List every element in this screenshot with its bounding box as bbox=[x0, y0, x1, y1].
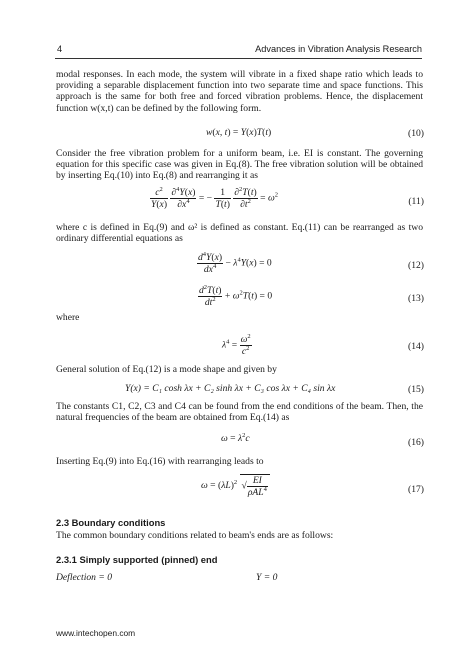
equation-11: $\frac{c^2}{Y(x)}$ $\frac{\partial^4Y(x)}{\partial x^4}$ = − $\frac{1}{T(t)}$ $\frac{\partial^2T(t)}{\partial t^2}$ = $\omega^2$ bbox=[151, 185, 278, 210]
paragraph-free-vibration: Consider the free vibration problem for a uniform beam, i.e. EI is constant. The governing equation for this specific case was given in Eq.(8). The free vibration solution will be obtained by inserting Eq.(10) into Eq.(8) and rearranging it as bbox=[56, 148, 423, 182]
page-header bbox=[55, 44, 422, 58]
section-heading-boundary-conditions: 2.3 Boundary conditions bbox=[56, 517, 166, 528]
equation-11-number: (11) bbox=[408, 196, 424, 207]
equation-12-number: (12) bbox=[408, 260, 424, 271]
equation-15-number: (15) bbox=[408, 384, 424, 395]
header-rule bbox=[55, 58, 422, 59]
condition-y-zero: Y = 0 bbox=[256, 572, 278, 583]
equation-13-number: (13) bbox=[408, 293, 424, 304]
equation-13: $\frac{d^2T(t)}{dt^2}$ + $\omega^2T(t) = 0$ bbox=[199, 283, 273, 308]
equation-16-number: (16) bbox=[408, 437, 424, 448]
paragraph-common-boundary: The common boundary conditions related to beam's ends are as follows: bbox=[56, 530, 334, 541]
paragraph-constants: The constants C1, C2, C3 and C4 can be found from the end conditions of the beam. Then, the natural frequencies of the beam are obtained from Eq.(14) as bbox=[56, 401, 423, 424]
paragraph-where-c: where c is defined in Eq.(9) and ω² is defined as constant. Eq.(11) can be rearranged as two ordinary differential equations as bbox=[56, 222, 423, 245]
paragraph-inserting: Inserting Eq.(9) into Eq.(16) with rearranging leads to bbox=[56, 456, 264, 467]
equation-15: Y(x) = C₁ cosh λx + C₂ sinh λx + C₃ cos λx + C₄ sin λx bbox=[125, 383, 336, 394]
condition-deflection: Deflection = 0 bbox=[56, 572, 113, 583]
equation-10: w(x, t) = Y(x)T(t) bbox=[206, 127, 272, 138]
equation-17: $\omega = (\lambda L)^2$ √ $\frac{EI}{\rho AL^4}$ bbox=[201, 474, 270, 498]
equation-14-number: (14) bbox=[408, 341, 424, 352]
equation-17-number: (17) bbox=[408, 484, 424, 495]
paragraph-modal-responses: modal responses. In each mode, the system will vibrate in a fixed shape ratio which leads to providing a separable displacement function into two separate time and space functions. This approach is the same for both free and forced vibration problems. Hence, the displacement function w(x,t) can be defined by the following form. bbox=[56, 69, 423, 114]
footer-url: www.intechopen.com bbox=[56, 628, 136, 638]
equation-14: $\lambda^4$ = $\frac{\omega^2}{c^2}$ bbox=[222, 332, 251, 357]
running-title: Advances in Vibration Analysis Research bbox=[255, 44, 422, 54]
equation-10-number: (10) bbox=[408, 128, 424, 139]
subsection-heading-simply-supported: 2.3.1 Simply supported (pinned) end bbox=[56, 554, 218, 565]
paragraph-general-solution: General solution of Eq.(12) is a mode shape and given by bbox=[56, 364, 277, 375]
equation-16: $\omega = \lambda^2c$ bbox=[221, 431, 250, 444]
paragraph-where: where bbox=[56, 312, 80, 323]
page-number: 4 bbox=[57, 44, 63, 54]
equation-12: $\frac{d^4Y(x)}{dx^4}$ − $\lambda^4Y(x) = 0$ bbox=[198, 250, 272, 275]
